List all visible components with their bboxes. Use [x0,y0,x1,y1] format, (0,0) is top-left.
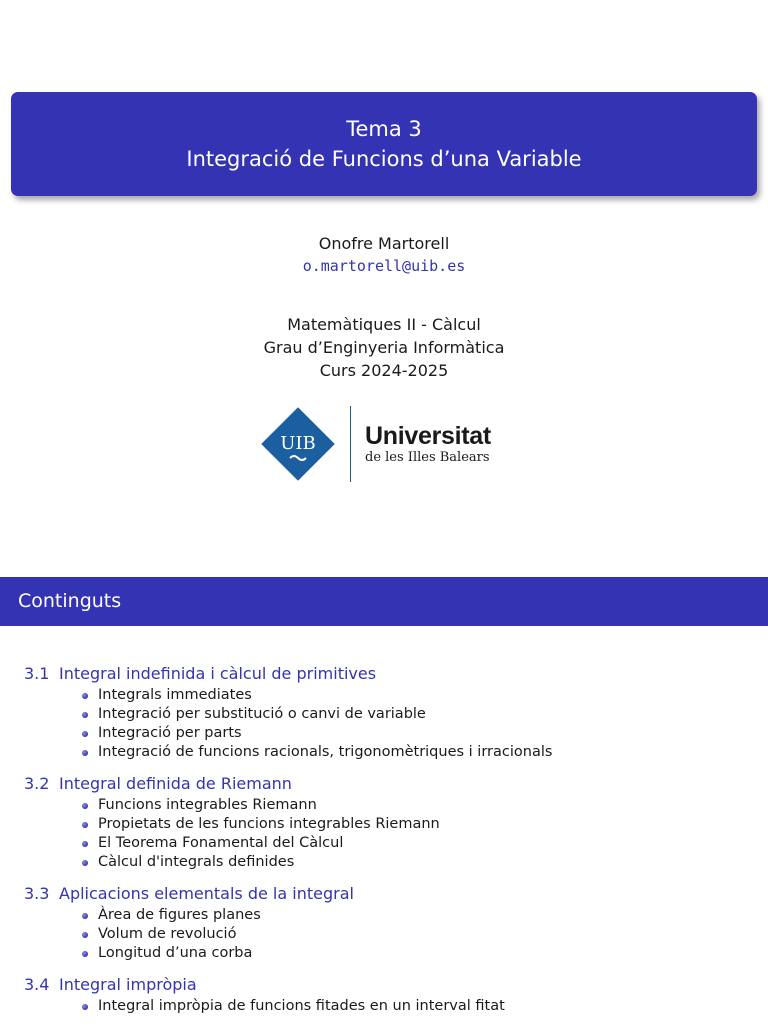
bullet-icon [82,841,88,847]
toc-section [0,882,768,963]
table-of-contents [0,662,768,1026]
toc-item-label: Volum de revolució [98,926,237,942]
toc-section-heading[interactable] [0,973,768,997]
toc-section-title: Integral definida de Riemann [59,774,292,793]
author-name: Onofre Martorell [318,234,450,253]
toc-section-number: 3.3 [24,884,50,903]
toc-item-label: El Teorema Fonamental del Càlcul [98,835,344,851]
toc-section [0,772,768,872]
toc-item-label: Funcions integrables Riemann [98,797,317,813]
bullet-icon [82,951,88,957]
toc-item[interactable] [82,853,768,872]
toc-section-number: 3.4 [24,975,50,994]
toc-item[interactable] [82,815,768,834]
toc-item-label: Integrals immediates [98,687,252,703]
bullet-icon [82,712,88,718]
toc-item-label: Àrea de figures planes [98,907,261,923]
toc-item[interactable] [82,997,768,1016]
bullet-icon [82,913,88,919]
bullet-icon [82,803,88,809]
contents-heading-bar [0,577,768,626]
course-year: Curs 2024-2025 [319,361,449,380]
toc-section-number: 3.2 [24,774,50,793]
contents-heading: Continguts [18,590,122,612]
title-box [11,92,757,196]
toc-item-label: Propietats de les funcions integrables Riemann [98,816,440,832]
toc-item[interactable] [82,724,768,743]
university-logo [258,398,510,490]
logo-name: Universitat [365,422,491,450]
author-email-link[interactable]: o.martorell@uib.es [302,257,466,275]
bullet-icon [82,1004,88,1010]
toc-item[interactable] [82,944,768,963]
toc-section [0,662,768,762]
course-block [0,313,768,382]
bullet-icon [82,750,88,756]
toc-item-label: Longitud d’una corba [98,945,253,961]
toc-section-heading[interactable] [0,882,768,906]
toc-item-label: Càlcul d'integrals definides [98,854,295,870]
toc-item[interactable] [82,834,768,853]
author-block [0,232,768,278]
toc-section-title: Integral impròpia [59,975,197,994]
toc-item[interactable] [82,925,768,944]
toc-item[interactable] [82,906,768,925]
logo-subtitle: de les Illes Balears [365,450,490,465]
toc-section-title: Integral indefinida i càlcul de primitives [59,664,377,683]
toc-section-heading[interactable] [0,662,768,686]
bullet-icon [82,932,88,938]
uib-diamond-icon [258,404,338,484]
logo-text [365,422,491,466]
toc-item[interactable] [82,743,768,762]
bullet-icon [82,693,88,699]
title-line-1: Tema 3 [346,117,422,141]
bullet-icon [82,731,88,737]
toc-item[interactable] [82,686,768,705]
course-degree: Grau d’Enginyeria Informàtica [263,338,505,357]
toc-item-label: Integració per parts [98,725,242,741]
toc-section-heading[interactable] [0,772,768,796]
toc-section-number: 3.1 [24,664,50,683]
toc-item-label: Integral impròpia de funcions fitades en un interval fitat [98,998,505,1014]
bullet-icon [82,822,88,828]
course-subject: Matemàtiques II - Càlcul [287,315,481,334]
toc-item-label: Integració de funcions racionals, trigonomètriques i irracionals [98,744,553,760]
toc-section [0,973,768,1016]
toc-item[interactable] [82,705,768,724]
toc-section-title: Aplicacions elementals de la integral [59,884,354,903]
bullet-icon [82,860,88,866]
logo-badge-text: UIB [280,433,316,454]
toc-item-label: Integració per substitució o canvi de variable [98,706,426,722]
title-line-2: Integració de Funcions d’una Variable [186,147,582,171]
toc-item[interactable] [82,796,768,815]
logo-divider [350,406,351,482]
